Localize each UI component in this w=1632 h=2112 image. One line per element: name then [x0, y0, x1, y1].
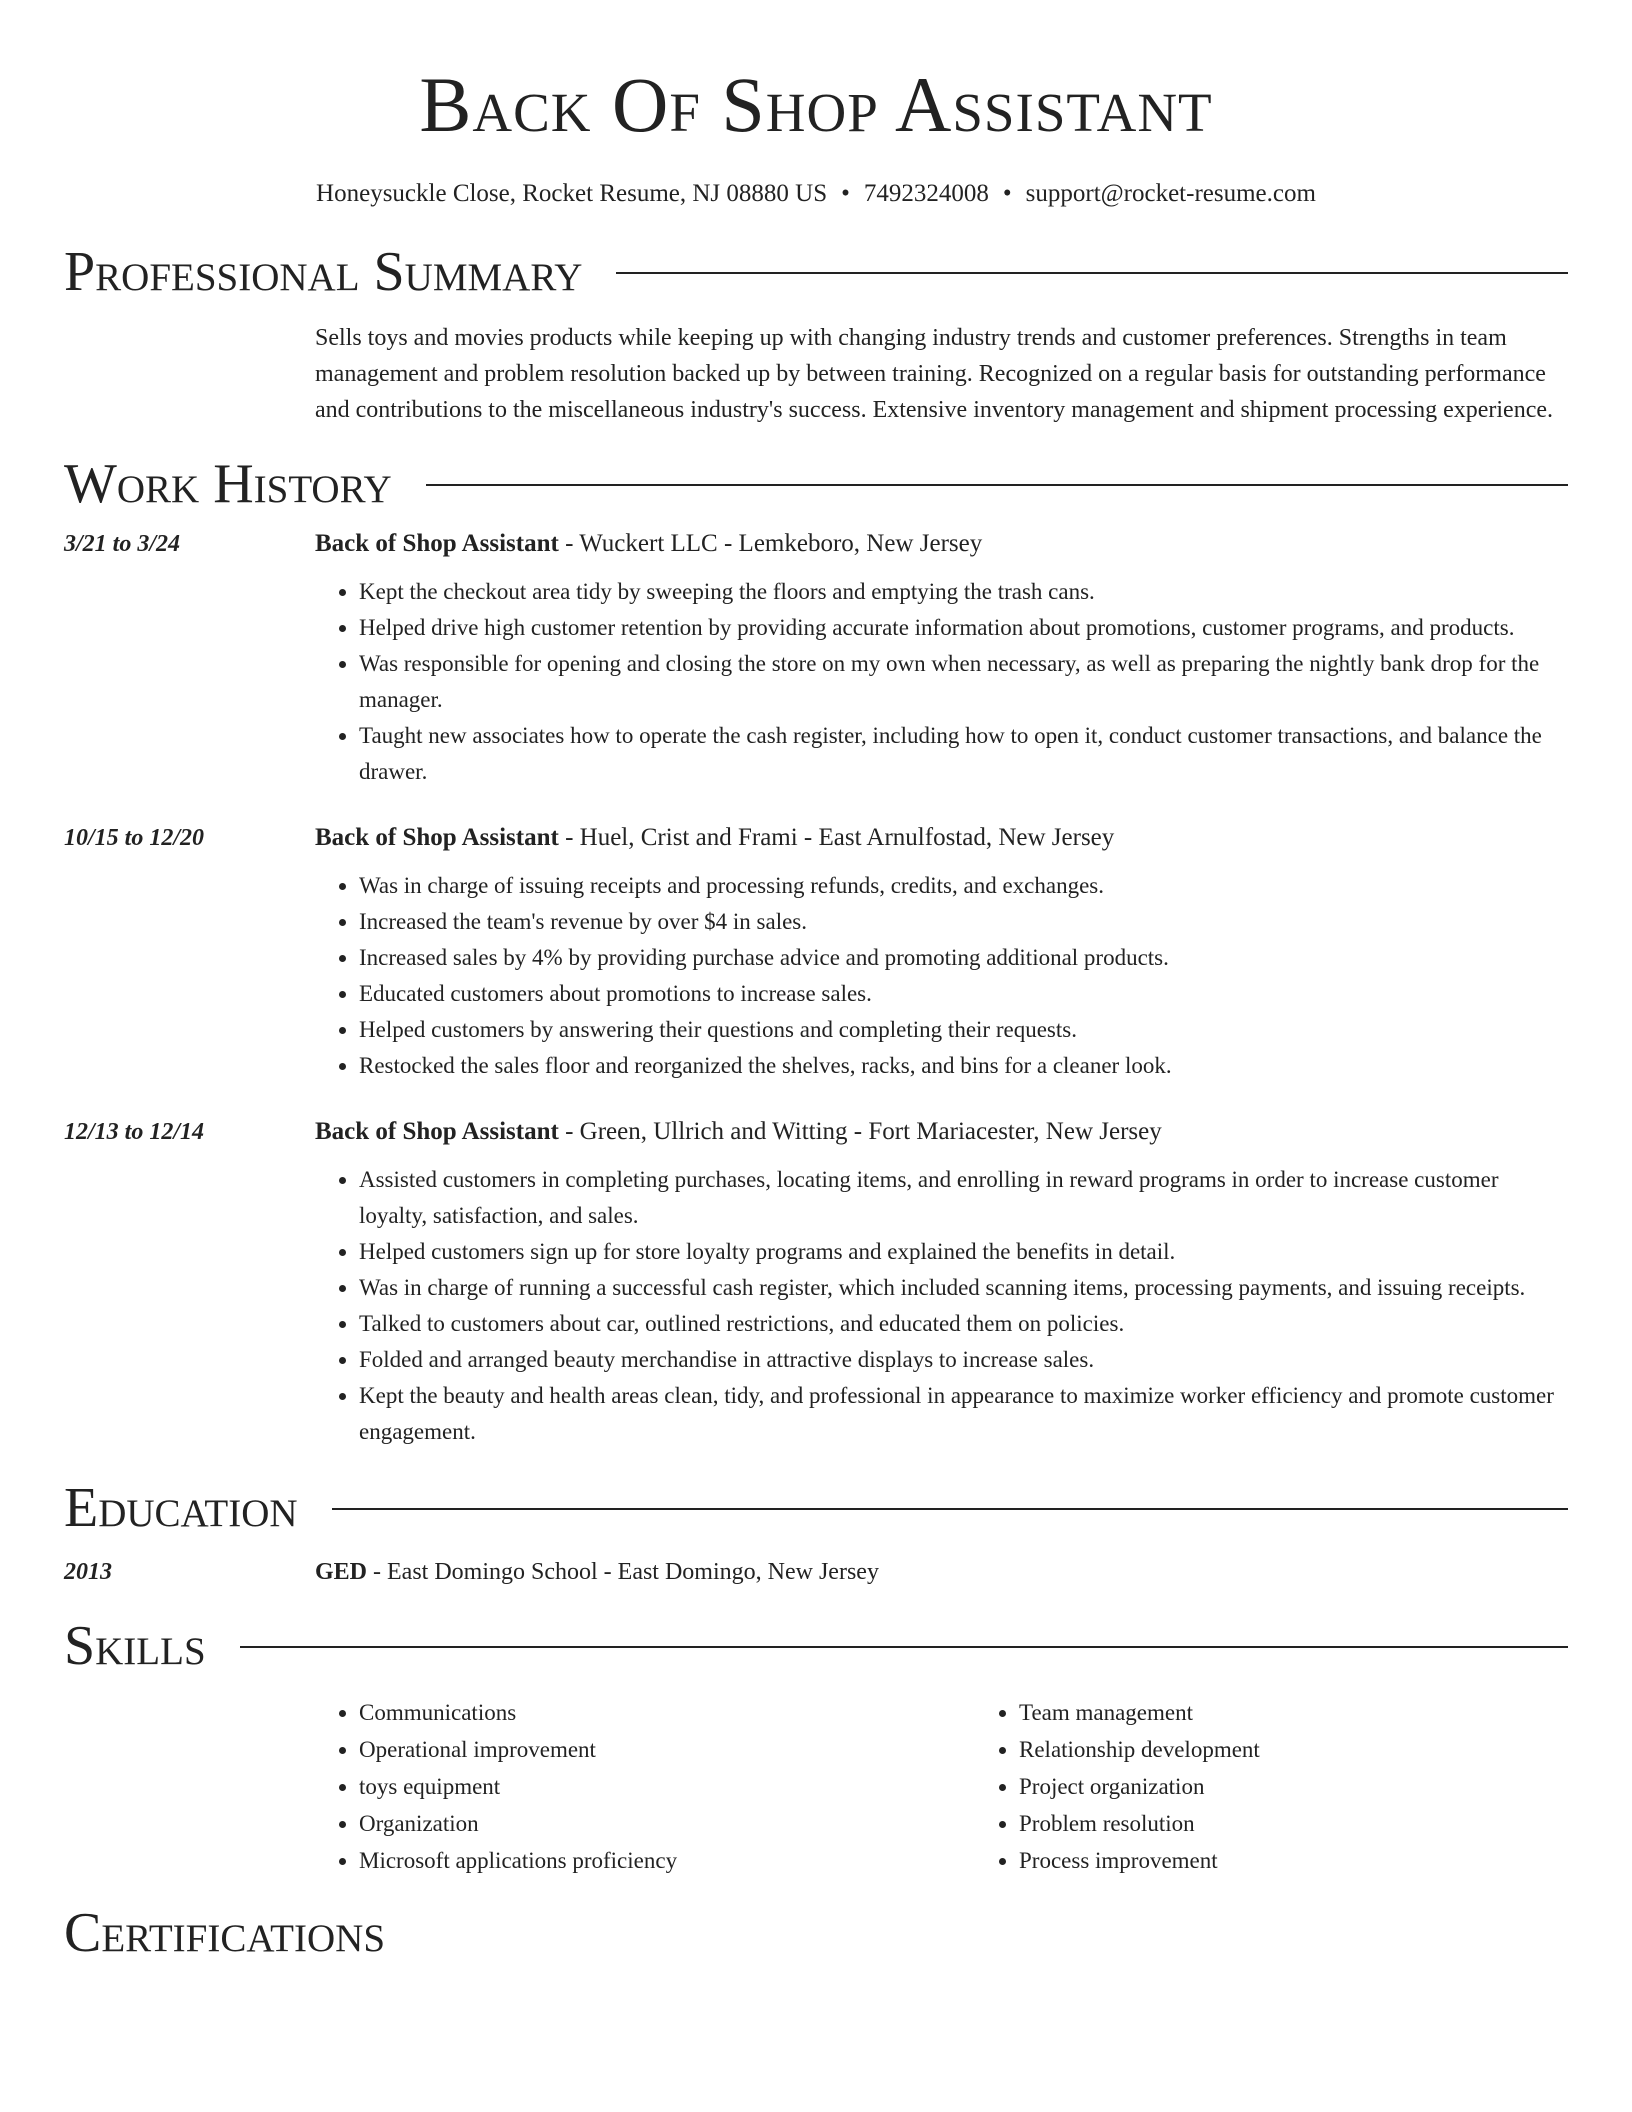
certifications-section-heading [64, 1901, 1568, 1965]
skills-list-left [315, 1694, 975, 1879]
job-bullets [315, 868, 1568, 1084]
summary-section-heading [64, 240, 1568, 304]
job-bullet: • Folded and arranged beauty merchandise in attractive displays to increase sales. [359, 1342, 1568, 1378]
job-bullet: • Kept the checkout area tidy by sweeping the floors and emptying the trash cans. [359, 574, 1568, 610]
contact-line [64, 178, 1568, 210]
education-heading-text: Education [64, 1477, 298, 1539]
skill-item: • Relationship development [1019, 1731, 1632, 1768]
job-bullet: • Restocked the sales floor and reorganized the shelves, racks, and bins for a cleaner look. [359, 1048, 1568, 1084]
job-bullet: • Was in charge of running a successful cash register, which included scanning items, processing payments, and issuing receipts. [359, 1270, 1568, 1306]
resume-name: Back Of Shop Assistant [419, 61, 1213, 148]
education-section-heading [64, 1476, 1568, 1540]
skill-item: • Problem resolution [1019, 1805, 1632, 1842]
job-bullet: • Assisted customers in completing purchases, locating items, and enrolling in reward programs in order to increase customer loyalty, satisfaction, and sales. [359, 1162, 1568, 1234]
job-title-line [315, 820, 1568, 856]
contact-phone: 7492324008 [863, 180, 989, 207]
section-divider [426, 484, 1568, 486]
job-bullet: • Helped customers sign up for store loyalty programs and explained the benefits in detail. [359, 1234, 1568, 1270]
skills-row [64, 1694, 1568, 1879]
section-divider [616, 272, 1568, 274]
skills-heading-text: Skills [64, 1615, 206, 1677]
skills-list-right [975, 1694, 1632, 1879]
contact-separator: • [1002, 180, 1012, 207]
job-bullet: • Was in charge of issuing receipts and processing refunds, credits, and exchanges. [359, 868, 1568, 904]
job-bullet: • Educated customers about promotions to increase sales. [359, 976, 1568, 1012]
skill-item: • Communications [359, 1694, 975, 1731]
job-dates: 12/13 to 12/14 [64, 1119, 205, 1145]
job-company: - Green, Ullrich and Witting - Fort Mariacester, New Jersey [558, 1118, 1162, 1145]
work-section-heading [64, 452, 1568, 516]
job-bullet: • Taught new associates how to operate the cash register, including how to open it, conduct customer transactions, and balance the drawer. [359, 718, 1568, 790]
work-heading-text: Work History [64, 453, 392, 515]
job-bullet: • Increased the team's revenue by over $4 in sales. [359, 904, 1568, 940]
skill-item: • toys equipment [359, 1768, 975, 1805]
certifications-heading-text: Certifications [64, 1902, 386, 1964]
job-dates: 3/21 to 3/24 [64, 531, 181, 557]
education-year: 2013 [64, 1559, 112, 1585]
job-title: Back of Shop Assistant [315, 1118, 559, 1145]
skills-section-heading [64, 1614, 1568, 1678]
section-divider [332, 1508, 1568, 1510]
education-school: - East Domingo School - East Domingo, New Jersey [367, 1559, 879, 1585]
job-company: - Wuckert LLC - Lemkeboro, New Jersey [558, 530, 983, 557]
job-entry [64, 526, 1568, 790]
contact-address: Honeysuckle Close, Rocket Resume, NJ 08880 US [316, 180, 828, 207]
summary-row [64, 320, 1568, 428]
skill-item: • Process improvement [1019, 1842, 1632, 1879]
job-bullet: • Helped drive high customer retention by providing accurate information about promotions, customer programs, and products. [359, 610, 1568, 646]
job-company: - Huel, Crist and Frami - East Arnulfostad, New Jersey [558, 824, 1115, 851]
skills-grid [315, 1694, 1632, 1879]
skill-item: • Operational improvement [359, 1731, 975, 1768]
job-bullets [315, 1162, 1568, 1450]
job-dates: 10/15 to 12/20 [64, 825, 205, 851]
job-bullet: • Helped customers by answering their questions and completing their requests. [359, 1012, 1568, 1048]
job-bullet: • Kept the beauty and health areas clean, tidy, and professional in appearance to maximize worker efficiency and promote customer engagement. [359, 1378, 1568, 1450]
section-divider [240, 1646, 1568, 1648]
contact-separator: • [841, 180, 850, 207]
summary-text: Sells toys and movies products while keeping up with changing industry trends and customer preferences. Strengths in team management and problem resolution backed up by between training. Recognized on a regular basis for outstanding performance and contributions to the miscellaneous industry's success. Extensive inventory management and shipment processing experience. [315, 325, 1554, 423]
skill-item: • Organization [359, 1805, 975, 1842]
job-title: Back of Shop Assistant [315, 824, 559, 851]
job-title-line [315, 526, 1568, 562]
job-bullet: • Increased sales by 4% by providing purchase advice and promoting additional products. [359, 940, 1568, 976]
job-title-line [315, 1114, 1568, 1150]
contact-email: support@rocket-resume.com [1025, 180, 1316, 207]
summary-heading-text: Professional Summary [64, 241, 583, 303]
job-entry [64, 1114, 1568, 1450]
education-degree: GED [315, 1559, 368, 1585]
job-bullet: • Was responsible for opening and closing the store on my own when necessary, as well as preparing the nightly bank drop for the manager. [359, 646, 1568, 718]
skill-item: • Team management [1019, 1694, 1632, 1731]
resume-page [64, 0, 1568, 1965]
education-entry [64, 1554, 1568, 1590]
job-bullets [315, 574, 1568, 790]
skill-item: • Microsoft applications proficiency [359, 1842, 975, 1879]
job-bullet: • Talked to customers about car, outlined restrictions, and educated them on policies. [359, 1306, 1568, 1342]
job-entry [64, 820, 1568, 1084]
job-title: Back of Shop Assistant [315, 530, 559, 557]
skill-item: • Project organization [1019, 1768, 1632, 1805]
